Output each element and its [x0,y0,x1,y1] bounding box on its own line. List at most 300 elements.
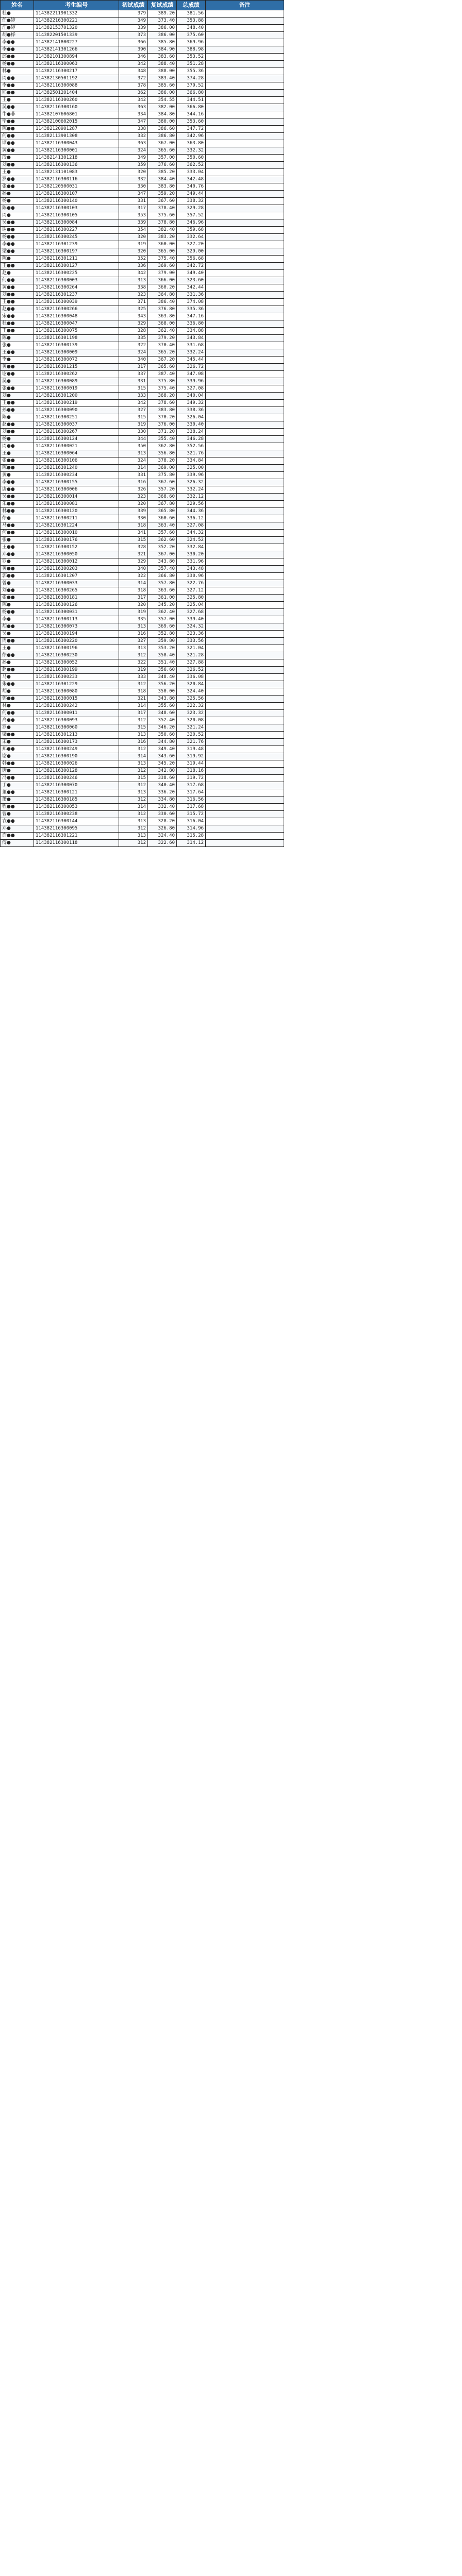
cell-retest-score: 365.60 [148,147,177,155]
cell-initial-score: 363 [119,104,148,111]
cell-candidate-id: 114382116300217 [34,68,119,75]
cell-name: 刘●● [1,292,34,299]
cell-candidate-id: 114382116300219 [34,400,119,407]
table-row [1,97,284,104]
cell-total-score: 331.68 [177,342,206,349]
cell-retest-score: 357.00 [148,616,177,623]
cell-name: 胡● [1,688,34,696]
cell-name: 曹● [1,811,34,818]
cell-retest-score: 383.80 [148,183,177,191]
cell-remarks [206,429,284,436]
table-row [1,450,284,457]
table-row [1,551,284,558]
cell-candidate-id: 114382116300230 [34,652,119,659]
cell-initial-score: 313 [119,760,148,768]
cell-retest-score: 359.80 [148,638,177,645]
table-row [1,241,284,248]
cell-candidate-id: 114382116300140 [34,198,119,205]
table-row [1,602,284,609]
cell-candidate-id: 114382116300010 [34,530,119,537]
cell-name: 周●● [1,638,34,645]
cell-name: 李●● [1,241,34,248]
cell-remarks [206,169,284,176]
cell-initial-score: 342 [119,61,148,68]
cell-remarks [206,623,284,631]
cell-candidate-id: 114382116300060 [34,724,119,732]
cell-name: 赵●● [1,421,34,429]
cell-retest-score: 352.20 [148,544,177,551]
cell-remarks [206,118,284,126]
cell-candidate-id: 114382116300251 [34,414,119,421]
cell-retest-score: 376.60 [148,162,177,169]
cell-initial-score: 312 [119,746,148,753]
cell-name: 刘● [1,393,34,400]
cell-name: 赵● [1,270,34,277]
cell-total-score: 344.16 [177,111,206,118]
cell-retest-score: 378.80 [148,219,177,227]
cell-retest-score: 375.40 [148,256,177,263]
cell-name: 邓● [1,825,34,833]
cell-name: 黄●● [1,284,34,292]
cell-candidate-id: 114382116300262 [34,371,119,378]
cell-remarks [206,602,284,609]
cell-remarks [206,616,284,623]
cell-candidate-id: 114382116300003 [34,277,119,284]
table-row [1,681,284,688]
cell-name: 黄●● [1,147,34,155]
cell-initial-score: 317 [119,205,148,212]
cell-retest-score: 343.60 [148,753,177,760]
cell-initial-score: 339 [119,508,148,515]
cell-total-score: 374.28 [177,75,206,82]
cell-retest-score: 386.00 [148,32,177,39]
cell-initial-score: 318 [119,688,148,696]
cell-total-score: 327.08 [177,522,206,530]
cell-retest-score: 363.60 [148,587,177,595]
cell-remarks [206,46,284,54]
cell-candidate-id: 114382120500031 [34,183,119,191]
cell-initial-score: 313 [119,277,148,284]
cell-retest-score: 378.20 [148,457,177,465]
cell-name: 郑●● [1,746,34,753]
cell-remarks [206,667,284,674]
cell-total-score: 315.72 [177,811,206,818]
cell-name: 程●● [1,804,34,811]
cell-initial-score: 330 [119,515,148,522]
cell-name: 汪●婷 [1,25,34,32]
cell-retest-score: 358.40 [148,652,177,659]
cell-name: 陈●● [1,205,34,212]
table-row [1,436,284,443]
table-row [1,407,284,414]
cell-retest-score: 338.60 [148,775,177,782]
cell-initial-score: 326 [119,486,148,494]
cell-remarks [206,111,284,118]
cell-name: 王●● [1,544,34,551]
cell-name: 赵●● [1,667,34,674]
admission-list-table [0,0,284,847]
cell-candidate-id: 114382116300026 [34,760,119,768]
cell-total-score: 314.96 [177,825,206,833]
table-row [1,652,284,659]
table-row [1,342,284,349]
cell-retest-score: 350.00 [148,688,177,696]
table-row [1,753,284,760]
cell-initial-score: 373 [119,32,148,39]
cell-remarks [206,674,284,681]
cell-retest-score: 369.60 [148,263,177,270]
cell-retest-score: 367.20 [148,357,177,364]
cell-name: 李●● [1,46,34,54]
cell-name: 冯●● [1,775,34,782]
cell-name: 朱●● [1,501,34,508]
cell-initial-score: 322 [119,342,148,349]
cell-name: 谢●● [1,371,34,378]
cell-candidate-id: 114382116301237 [34,292,119,299]
cell-remarks [206,364,284,371]
cell-candidate-id: 114382116300039 [34,299,119,306]
cell-retest-score: 383.60 [148,54,177,61]
cell-name: 毕●● [1,118,34,126]
cell-initial-score: 336 [119,263,148,270]
cell-remarks [206,746,284,753]
cell-retest-score: 368.60 [148,494,177,501]
cell-remarks [206,450,284,457]
table-row [1,54,284,61]
table-row [1,306,284,313]
cell-total-score: 330.96 [177,573,206,580]
cell-initial-score: 312 [119,825,148,833]
cell-candidate-id: 114382116300227 [34,227,119,234]
cell-name: 黄●● [1,566,34,573]
table-row [1,479,284,486]
cell-retest-score: 385.60 [148,82,177,90]
cell-retest-score: 365.80 [148,508,177,515]
cell-total-score: 353.88 [177,18,206,25]
cell-remarks [206,212,284,219]
cell-name: 吴● [1,378,34,385]
cell-candidate-id: 114382116300233 [34,674,119,681]
cell-total-score: 332.32 [177,147,206,155]
cell-retest-score: 388.40 [148,61,177,68]
cell-remarks [206,818,284,825]
cell-initial-score: 324 [119,147,148,155]
header-remarks: 备注 [206,1,284,10]
cell-total-score: 324.40 [177,688,206,696]
cell-name: 李●● [1,479,34,486]
cell-retest-score: 379.20 [148,335,177,342]
cell-total-score: 339.40 [177,616,206,623]
table-row [1,587,284,595]
cell-retest-score: 354.55 [148,97,177,104]
cell-retest-score: 369.60 [148,623,177,631]
cell-name: 林● [1,68,34,75]
table-row [1,631,284,638]
cell-retest-score: 355.60 [148,703,177,710]
cell-candidate-id: 114382116300043 [34,140,119,147]
table-row [1,443,284,450]
cell-candidate-id: 114382116300107 [34,191,119,198]
cell-total-score: 325.04 [177,602,206,609]
cell-candidate-id: 114382116300075 [34,328,119,335]
cell-candidate-id: 114382107606801 [34,111,119,118]
cell-retest-score: 383.40 [148,75,177,82]
cell-total-score: 369.96 [177,39,206,46]
cell-name: 陈● [1,335,34,342]
cell-retest-score: 368.00 [148,320,177,328]
cell-remarks [206,299,284,306]
cell-candidate-id: 114382116300136 [34,162,119,169]
table-row [1,299,284,306]
cell-total-score: 324.52 [177,537,206,544]
table-row [1,313,284,320]
table-row [1,595,284,602]
cell-candidate-id: 114382116300047 [34,320,119,328]
cell-name: 刘●● [1,162,34,169]
cell-retest-score: 366.80 [148,573,177,580]
cell-candidate-id: 114382116300267 [34,429,119,436]
cell-candidate-id: 114382201501339 [34,32,119,39]
cell-initial-score: 333 [119,674,148,681]
cell-remarks [206,371,284,378]
cell-total-score: 320.84 [177,681,206,688]
cell-retest-score: 365.20 [148,349,177,357]
cell-candidate-id: 114382116300072 [34,357,119,364]
cell-total-score: 331.36 [177,292,206,299]
cell-retest-score: 375.80 [148,472,177,479]
cell-candidate-id: 114382120901287 [34,126,119,133]
cell-remarks [206,75,284,82]
cell-retest-score: 383.80 [148,407,177,414]
cell-initial-score: 344 [119,436,148,443]
cell-remarks [206,191,284,198]
cell-name: 段● [1,155,34,162]
table-row [1,212,284,219]
cell-remarks [206,775,284,782]
cell-remarks [206,313,284,320]
cell-total-score: 324.32 [177,623,206,631]
cell-remarks [206,804,284,811]
table-row [1,544,284,551]
cell-remarks [206,768,284,775]
cell-remarks [206,284,284,292]
cell-remarks [206,414,284,421]
table-row [1,746,284,753]
cell-total-score: 342.96 [177,133,206,140]
cell-retest-score: 322.60 [148,840,177,847]
cell-initial-score: 337 [119,371,148,378]
cell-remarks [206,147,284,155]
cell-total-score: 326.32 [177,479,206,486]
cell-initial-score: 342 [119,400,148,407]
table-row [1,133,284,140]
cell-total-score: 326.72 [177,364,206,371]
cell-total-score: 320.08 [177,717,206,724]
cell-initial-score: 319 [119,241,148,248]
cell-name: 何●● [1,277,34,284]
cell-name: 马●● [1,522,34,530]
cell-remarks [206,681,284,688]
cell-name: 邓●● [1,551,34,558]
cell-name: 牛●菲 [1,111,34,118]
cell-candidate-id: 114382100602015 [34,118,119,126]
cell-candidate-id: 114382116300245 [34,234,119,241]
cell-candidate-id: 114382116300225 [34,270,119,277]
cell-total-score: 366.80 [177,104,206,111]
cell-retest-score: 378.60 [148,400,177,407]
cell-candidate-id: 114382116300185 [34,796,119,804]
cell-retest-score: 356.20 [148,681,177,688]
cell-remarks [206,54,284,61]
cell-name: 王● [1,645,34,652]
cell-retest-score: 345.20 [148,760,177,768]
cell-candidate-id: 114382116300194 [34,631,119,638]
table-row [1,328,284,335]
cell-candidate-id: 114382116300121 [34,789,119,796]
cell-name: 刘●● [1,587,34,595]
cell-retest-score: 386.40 [148,299,177,306]
cell-total-score: 323.36 [177,631,206,638]
cell-total-score: 345.44 [177,357,206,364]
cell-retest-score: 379.00 [148,270,177,277]
table-row [1,739,284,746]
cell-initial-score: 334 [119,111,148,118]
cell-initial-score: 340 [119,357,148,364]
table-row [1,732,284,739]
table-row [1,198,284,205]
cell-total-score: 332.24 [177,349,206,357]
cell-total-score: 317.64 [177,789,206,796]
cell-initial-score: 333 [119,393,148,400]
cell-total-score: 336.80 [177,320,206,328]
table-row [1,724,284,732]
table-row [1,573,284,580]
cell-initial-score: 331 [119,378,148,385]
table-row [1,234,284,241]
cell-retest-score: 345.20 [148,602,177,609]
cell-retest-score: 386.60 [148,126,177,133]
cell-candidate-id: 114382116300246 [34,775,119,782]
cell-name: 周● [1,212,34,219]
cell-total-score: 349.40 [177,270,206,277]
table-header-row [1,1,284,10]
cell-remarks [206,494,284,501]
cell-initial-score: 313 [119,818,148,825]
cell-retest-score: 352.40 [148,717,177,724]
cell-initial-score: 329 [119,558,148,566]
cell-total-score: 314.12 [177,840,206,847]
cell-initial-score: 321 [119,551,148,558]
cell-total-score: 349.32 [177,400,206,407]
cell-remarks [206,227,284,234]
cell-remarks [206,378,284,385]
cell-name: 罗●● [1,176,34,183]
cell-initial-score: 339 [119,25,148,32]
cell-name: 陈● [1,414,34,421]
cell-total-score: 352.56 [177,443,206,450]
cell-initial-score: 350 [119,443,148,450]
cell-total-score: 330.40 [177,421,206,429]
cell-remarks [206,558,284,566]
cell-total-score: 338.36 [177,407,206,414]
cell-initial-score: 349 [119,155,148,162]
cell-initial-score: 313 [119,645,148,652]
cell-initial-score: 343 [119,313,148,320]
cell-total-score: 357.52 [177,212,206,219]
cell-retest-score: 373.40 [148,18,177,25]
cell-initial-score: 314 [119,465,148,472]
cell-initial-score: 312 [119,796,148,804]
cell-initial-score: 320 [119,169,148,176]
cell-initial-score: 318 [119,587,148,595]
cell-initial-score: 315 [119,414,148,421]
cell-total-score: 319.48 [177,746,206,753]
cell-remarks [206,140,284,147]
cell-candidate-id: 114382116300081 [34,501,119,508]
cell-retest-score: 367.60 [148,479,177,486]
cell-name: 李● [1,616,34,623]
cell-candidate-id: 114382116300014 [34,494,119,501]
cell-initial-score: 330 [119,183,148,191]
cell-name: 吴●● [1,104,34,111]
cell-candidate-id: 114382116301200 [34,393,119,400]
cell-initial-score: 322 [119,573,148,580]
cell-initial-score: 354 [119,227,148,234]
cell-initial-score: 312 [119,840,148,847]
cell-name: 郭●● [1,696,34,703]
table-row [1,10,284,18]
cell-total-score: 329.56 [177,501,206,508]
cell-initial-score: 341 [119,530,148,537]
table-row [1,104,284,111]
cell-total-score: 344.36 [177,508,206,515]
cell-candidate-id: 114382116300095 [34,825,119,833]
cell-candidate-id: 114382116300103 [34,205,119,212]
cell-name: 黄● [1,472,34,479]
cell-retest-score: 362.40 [148,609,177,616]
cell-remarks [206,760,284,768]
cell-candidate-id: 114382116300050 [34,551,119,558]
cell-name: 周●● [1,75,34,82]
cell-remarks [206,479,284,486]
cell-candidate-id: 114382116300070 [34,782,119,789]
cell-total-score: 322.32 [177,703,206,710]
cell-remarks [206,342,284,349]
cell-candidate-id: 114382116301239 [34,241,119,248]
cell-candidate-id: 114382116300031 [34,609,119,616]
table-row [1,162,284,169]
cell-initial-score: 312 [119,768,148,775]
cell-remarks [206,385,284,393]
cell-candidate-id: 114382116301224 [34,522,119,530]
cell-retest-score: 385.20 [148,169,177,176]
cell-retest-score: 343.80 [148,696,177,703]
cell-total-score: 333.04 [177,169,206,176]
table-row [1,335,284,342]
cell-candidate-id: 114382116301207 [34,573,119,580]
cell-total-score: 347.08 [177,371,206,378]
cell-remarks [206,609,284,616]
cell-name: 宋●● [1,313,34,320]
cell-candidate-id: 114382116300139 [34,342,119,349]
cell-name: 周●● [1,443,34,450]
cell-total-score: 362.52 [177,162,206,169]
cell-candidate-id: 114382116300093 [34,717,119,724]
cell-initial-score: 312 [119,652,148,659]
cell-total-score: 347.72 [177,126,206,133]
cell-name: 杨●● [1,61,34,68]
cell-initial-score: 319 [119,667,148,674]
